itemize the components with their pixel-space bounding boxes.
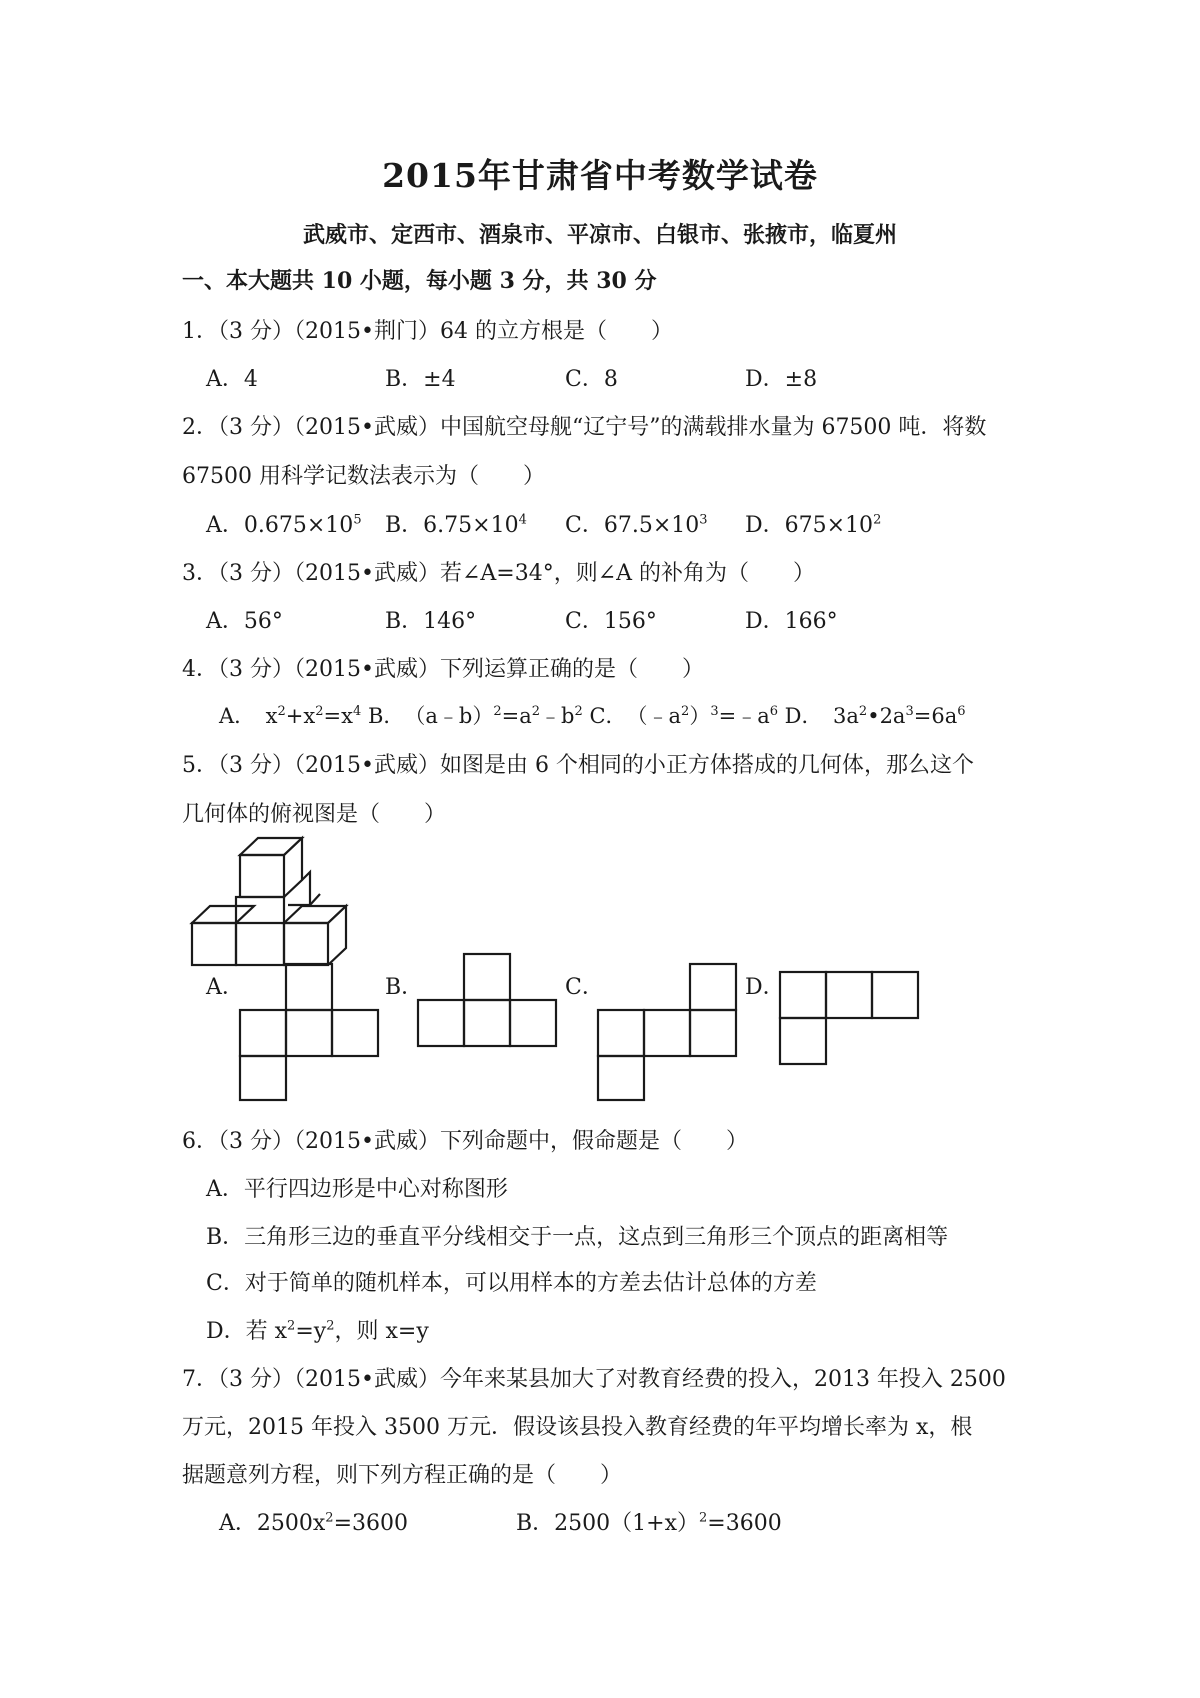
- question-2-stem-line-1: 2．（3 分）（2015•武威）中国航空母舰“辽宁号”的满载排水量为 67500 吨．将数: [182, 415, 987, 440]
- question-5-option-b-label: B．: [385, 975, 424, 1000]
- question-7-option-b: B．$2500(1+x)^2=3600$: [516, 1510, 782, 1536]
- page-subtitle: 武威市、定西市、酒泉市、平凉市、白银市、张掖市，临夏州: [302, 222, 897, 248]
- question-5-stem-line-1: 5．（3 分）（2015•武威）如图是由 6 个相同的小正方体搭成的几何体，那么这个: [182, 753, 974, 778]
- cube-solid-figure: [180, 830, 360, 955]
- question-3-option-c: C．156°: [565, 609, 657, 634]
- question-6-stem: 6．（3 分）（2015•武威）下列命题中，假命题是（ ）: [182, 1129, 748, 1154]
- question-6-option-a: A．平行四边形是中心对称图形: [206, 1177, 508, 1202]
- option-d-top-view: [780, 970, 920, 1066]
- question-3-stem: 3．（3 分）（2015•武威）若∠A=34°，则∠A 的补角为（ ）: [182, 561, 816, 586]
- question-2-option-b: B．$6.75\times 10^4$: [385, 512, 527, 538]
- question-1-option-b: B．±4: [385, 367, 456, 392]
- question-3-option-d: D．166°: [745, 609, 838, 634]
- question-5-option-c-label: C．: [565, 975, 604, 1000]
- question-6-option-d: D．若 $x^2=y^2$，则 x=y: [206, 1318, 429, 1344]
- question-3-option-b: B．146°: [385, 609, 477, 634]
- section-heading: 一、本大题共 10 小题，每小题 3 分，共 30 分: [182, 268, 657, 294]
- question-7-stem-line-2: 万元，2015 年投入 3500 万元．假设该县投入教育经费的年平均增长率为 x，根: [182, 1415, 973, 1440]
- option-b-top-view: [418, 952, 558, 1048]
- question-3-option-a: A．56°: [206, 609, 283, 634]
- question-4-options: A． $x^2+x^2=x^4$ B． $(a﹣b)^2=a^2﹣b^2$ C． $(﹣a^2)^3=﹣a^6$ D． $3a^2•2a^3=6a^6$: [219, 704, 966, 728]
- question-1-option-a: A．4: [206, 367, 258, 392]
- option-a-top-view: [240, 962, 380, 1102]
- question-5-option-d-label: D．: [745, 975, 785, 1000]
- question-6-option-b: B．三角形三边的垂直平分线相交于一点，这点到三角形三个顶点的距离相等: [206, 1225, 949, 1250]
- question-5-option-a-label: A．: [206, 975, 244, 1000]
- option-c-top-view: [598, 962, 738, 1102]
- question-2-option-d: D．$675\times 10^2$: [745, 512, 882, 538]
- question-2-stem-line-2: 67500 用科学记数法表示为（ ）: [182, 464, 545, 489]
- question-7-stem-line-1: 7．（3 分）（2015•武威）今年来某县加大了对教育经费的投入，2013 年投入 2500: [182, 1367, 1006, 1392]
- question-1-option-c: C．8: [565, 367, 618, 392]
- question-1-option-d: D．±8: [745, 367, 818, 392]
- question-6-option-c: C．对于简单的随机样本，可以用样本的方差去估计总体的方差: [206, 1271, 817, 1296]
- page-title: 2015年甘肃省中考数学试卷: [382, 156, 818, 195]
- question-2-option-c: C．$67.5\times 10^3$: [565, 512, 708, 538]
- question-2-option-a: A．$0.675\times 10^5$: [206, 512, 362, 538]
- question-5-stem-line-2: 几何体的俯视图是（ ）: [182, 802, 447, 827]
- question-4-stem: 4．（3 分）（2015•武威）下列运算正确的是（ ）: [182, 657, 704, 682]
- question-1-stem: 1．（3 分）（2015•荆门）64 的立方根是（ ）: [182, 319, 673, 344]
- question-7-stem-line-3: 据题意列方程，则下列方程正确的是（ ）: [182, 1463, 623, 1488]
- question-7-option-a: A．$2500x^2=3600$: [219, 1510, 408, 1536]
